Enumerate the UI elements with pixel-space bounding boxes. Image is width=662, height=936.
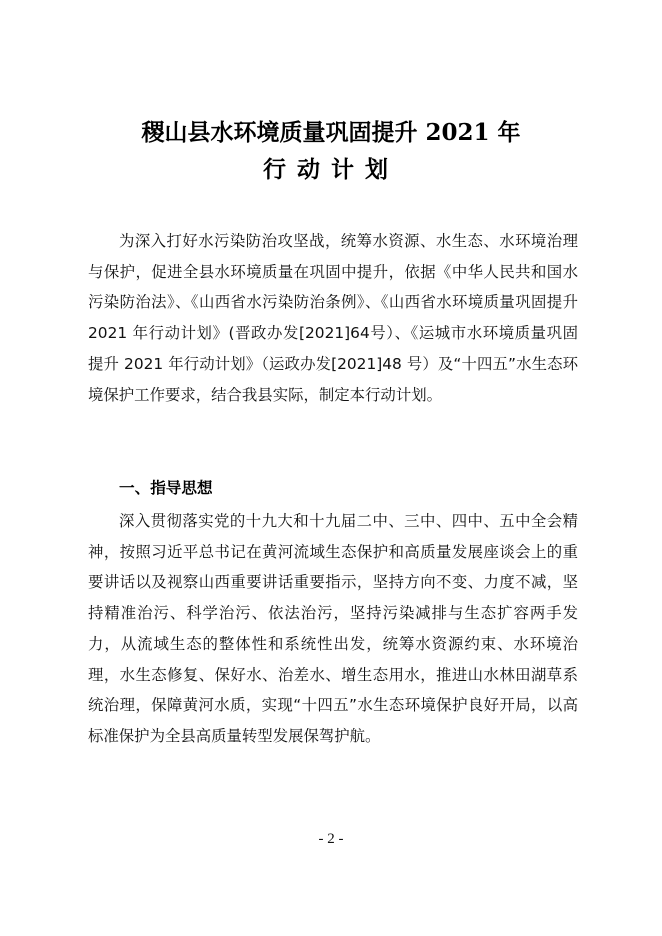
section-heading-guiding-ideology: 一、指导思想 <box>119 479 213 497</box>
page-number: - 2 - <box>318 831 344 847</box>
section1-paragraph: 深入贯彻落实党的十九大和十九届二中、三中、四中、五中全会精神，按照习近平总书记在黄河流域生态保护和高质量发展座谈会上的重要讲话以及视察山西重要讲话重要指示，坚持方向不变、力度不减，坚持精准治污、科学治污、依法治污，坚持污染减排与生态扩容两手发力，从流域生态的整体性和系统性出发，统筹水资源约束、水环境治理，水生态修复、保好水、治差水、增生态用水，推进山水林田湖草系统治理，保障黄河水质，实现“十四五”水生态环境保护良好开局，以高标准保护为全县高质量转型发展保驾护航。 <box>88 512 578 745</box>
intro-paragraph: 为深入打好水污染防治攻坚战，统筹水资源、水生态、水环境治理与保护，促进全县水环境质量在巩固中提升，依据《中华人民共和国水污染防治法》、《山西省水污染防治条例》、《山西省水环境质量巩固提升 2021 年行动计划》(晋政办发[2021]64号）、《运城市水环境质量巩固提升 2021 年行动计划》（运政办发[2021]48 号）及“十四五”水生态环境保护工作要求，结合我县实际，制定本行动计划。 <box>88 232 578 404</box>
intro-section <box>88 226 578 410</box>
document-title-line2: 行动计划 <box>263 156 399 183</box>
document-title-line1: 稷山县水环境质量巩固提升 2021 年 <box>141 119 521 146</box>
section1-body <box>88 506 578 752</box>
